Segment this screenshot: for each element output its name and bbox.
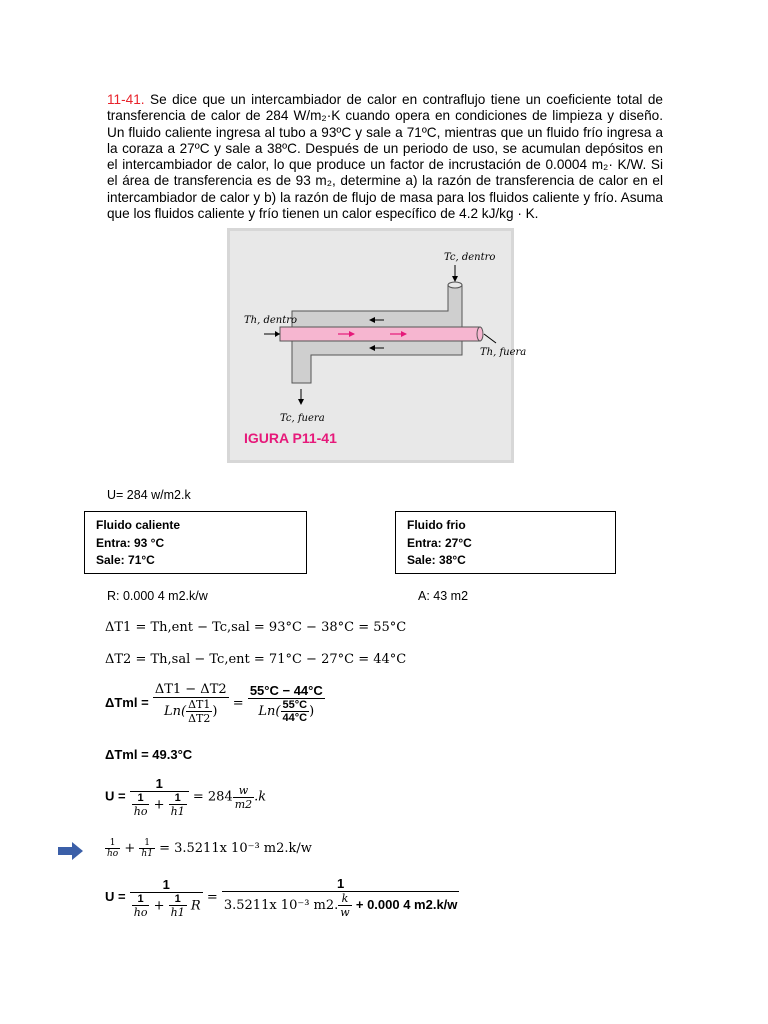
- sum-equation: $\frac{1}{ho}$ + $\frac{1}{h1}$ = 3.5211x 10⁻³ m2.k/w: [107, 838, 312, 859]
- shell-inlet-opening: [448, 282, 462, 288]
- right-arrow-icon: [58, 841, 84, 861]
- u-given: U= 284 w/m2.k: [107, 488, 191, 502]
- delta-t2-equation: ΔT2 = Th,sal − Tc,ent = 71°C − 27°C = 44°C: [105, 652, 407, 667]
- problem-number: 11-41.: [107, 92, 145, 107]
- tube-outlet-end: [477, 327, 483, 341]
- fouling-factor: R: 0.000 4 m2.k/w: [107, 589, 208, 603]
- lmtd-result: ΔTml = 49.3°C: [105, 747, 193, 762]
- problem-statement: [107, 92, 663, 222]
- cold-out: Sale: 38°C: [407, 553, 466, 567]
- u-clean-equation: U = 1 $\frac{1}{ho}$ + $\frac{1}{h1}$ = 284 $\frac{w}{m2}$ .k: [105, 776, 267, 818]
- cold-in: Entra: 27°C: [407, 535, 472, 550]
- hot-out: Sale: 71°C: [96, 553, 155, 567]
- heat-exchanger-figure: [227, 228, 527, 463]
- figure-caption: IGURA P11-41: [244, 430, 337, 446]
- lmtd-equation: ΔTml = ΔT1 − ΔT2 Ln( $\frac{\Delta T1}{\Delta T2}$ ) = 55°C − 44°C Ln( $\frac{55^\circ C}{44^\circ C}$ ): [105, 682, 323, 725]
- u-fouled-equation: U = 1 $\frac{1}{ho}$ + $\frac{1}{h1}$ R = 1 3.5211x 10⁻³ m2. $\frac{k}{w}$ + 0.000 4 m2.k/w: [105, 876, 458, 919]
- area: A: 43 m2: [418, 589, 469, 603]
- hot-title: Fluido caliente: [96, 518, 181, 532]
- th-out-arrow: [484, 334, 496, 343]
- delta-t1-equation: ΔT1 = Th,ent − Tc,sal = 93°C − 38°C = 55°C: [105, 620, 407, 635]
- hot-in: Entra: 93 °C: [96, 535, 165, 550]
- label-th-in: Th, dentro: [244, 315, 298, 326]
- tube: [280, 327, 480, 341]
- label-tc-in: Tc, dentro: [444, 252, 496, 263]
- hot-fluid-box: [84, 511, 307, 574]
- label-tc-out: Tc, fuera: [280, 413, 325, 424]
- cold-fluid-box: [395, 511, 616, 574]
- cold-title: Fluido frio: [407, 518, 466, 532]
- problem-text: Se dice que un intercambiador de calor en contraflujo tiene un coeficiente total de transferencia de calor de 284 W/m₂·K cuando opera en condiciones de limpieza y diseño. Un fluido caliente ingresa al tubo a 93ºC y sale a 71ºC, mientras que un fluido frío ingresa a la coraza a 27ºC y sale a 38ºC. Después de un periodo de uso, se acumulan depósitos en el intercambiador de calor, lo que produce un factor de incrustación de 0.0004 m₂· K/W. Si el área de transferencia es de 93 m₂, determine a) la razón de transferencia de calor en el intercambiador de calor y b) la razón de flujo de masa para los fluidos caliente y frío. Asuma que los fluidos caliente y frío tienen un calor específico de 4.2 kJ/kg · K.: [107, 92, 663, 222]
- label-th-out: Th, fuera: [480, 347, 527, 358]
